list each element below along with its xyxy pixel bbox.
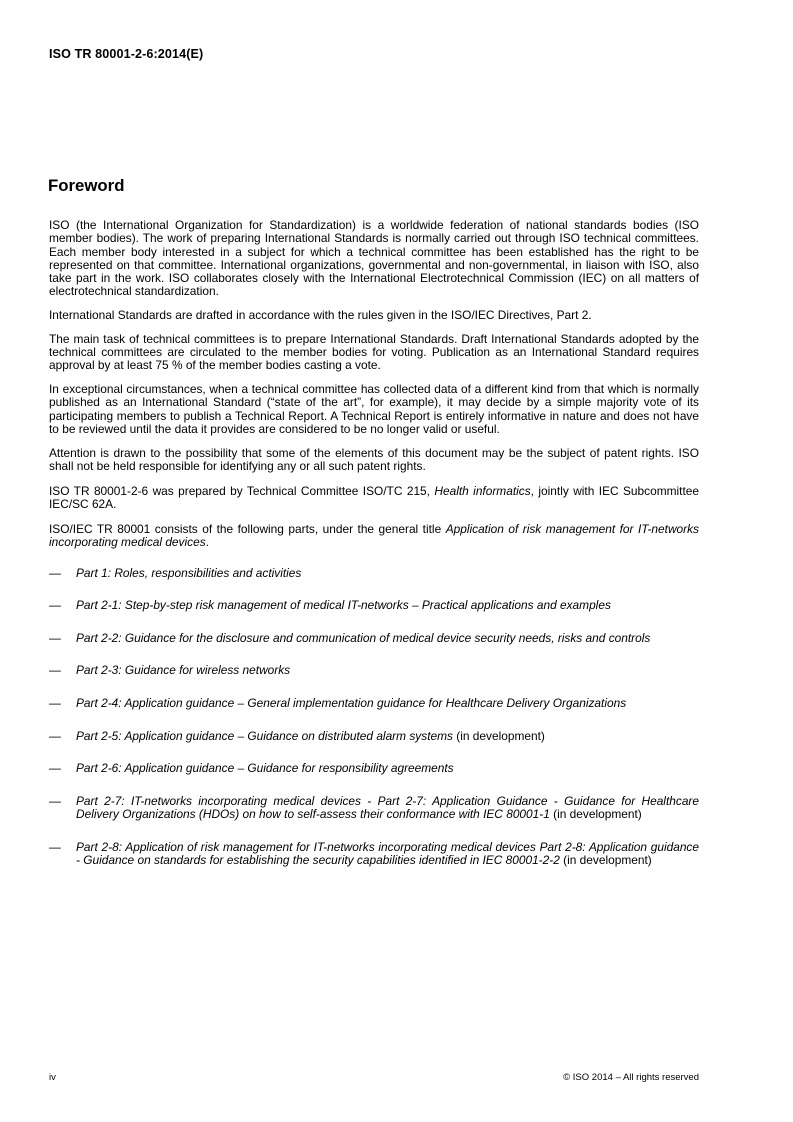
part-note: (in development) [549, 807, 642, 822]
list-item [49, 762, 699, 775]
paragraph-patent: Attention is drawn to the possibility that some of the elements of this document may be the subject of patent rights. ISO shall not be held responsible for identifying any or all such patent rights. [49, 445, 699, 474]
dash-bullet: — [49, 761, 61, 776]
paragraph-prepared-by [49, 485, 699, 512]
part-title: Part 2-2: Guidance for the disclosure and communication of medical device security needs, risks and controls [76, 630, 651, 645]
page-number: iv [49, 1072, 56, 1083]
part-title: Part 2-4: Application guidance – General implementation guidance for Healthcare Delivery Organizations [76, 696, 627, 711]
dash-bullet: — [49, 630, 61, 645]
dash-bullet: — [49, 565, 61, 580]
list-item [49, 841, 699, 868]
part-title: Part 2-3: Guidance for wireless networks [76, 663, 291, 678]
document-id-header: ISO TR 80001-2-6:2014(E) [49, 47, 204, 61]
list-item [49, 632, 699, 645]
list-item [49, 599, 699, 612]
paragraph-iso-intro: ISO (the International Organization for Standardization) is a worldwide federation of national standards bodies (ISO member bodies). The work of preparing International Standards is normally carried out through ISO technical committees. Each member body interested in a subject for which a technical committee has been established has the right to be represented on that committee. International organizations, governmental and non-governmental, in liaison with ISO, also take part in the work. ISO collaborates closely with the International Electrotechnical Commission (IEC) on all matters of electrotechnical standardization. [49, 218, 699, 299]
part-title: Part 2-7: IT-networks incorporating medical devices - Part 2-7: Application Guidance - Guidance for Healthcare Delivery Organizations (HDOs) on how to self-assess their conformance with IEC 80001-1 [76, 793, 699, 822]
list-item [49, 664, 699, 677]
dash-bullet: — [49, 839, 61, 854]
dash-bullet: — [49, 663, 61, 678]
part-title: Part 2-1: Step-by-step risk management of medical IT-networks – Practical applications and examples [76, 598, 611, 613]
dash-bullet: — [49, 598, 61, 613]
paragraph-directives: International Standards are drafted in accordance with the rules given in the ISO/IEC Directives, Part 2. [49, 308, 592, 323]
part-title: Part 2-6: Application guidance – Guidance for responsibility agreements [76, 761, 454, 776]
general-title: Application of risk management for IT-networks incorporating medical devices [49, 521, 699, 549]
copyright-notice: © ISO 2014 – All rights reserved [563, 1072, 699, 1083]
foreword-body [49, 219, 699, 887]
parts-intro-text-end: . [205, 534, 209, 549]
parts-list [49, 567, 699, 868]
part-title: Part 2-8: Application of risk management for IT-networks incorporating medical devices Part 2-8: Application guidance - Guidance on standards for establishing the security capabilities identified in IEC 80001-2-2 [76, 839, 699, 868]
list-item [49, 730, 699, 743]
part-note: (in development) [452, 728, 545, 743]
dash-bullet: — [49, 728, 61, 743]
list-item [49, 697, 699, 710]
part-title: Part 2-5: Application guidance – Guidance on distributed alarm systems [76, 728, 453, 743]
dash-bullet: — [49, 793, 61, 808]
section-title: Foreword [48, 176, 125, 195]
list-item [49, 567, 699, 580]
part-note: (in development) [559, 853, 652, 868]
paragraph-exceptional: In exceptional circumstances, when a technical committee has collected data of a different kind from that which is normally published as an International Standard (“state of the art”, for example), it may decide by a simple majority vote of its participating members to publish a Technical Report. A Technical Report is entirely informative in nature and does not have to be reviewed until the data it provides are considered to be no longer valid or useful. [49, 382, 699, 437]
paragraph-main-task: The main task of technical committees is to prepare International Standards. Draft International Standards adopted by the technical committees are circulated to the member bodies for voting. Publication as an International Standard requires approval by at least 75 % of the member bodies casting a vote. [49, 331, 699, 373]
prepared-by-text-end: , jointly with IEC Subcommittee IEC/SC 62A. [49, 483, 699, 511]
parts-intro-text: ISO/IEC TR 80001 consists of the following parts, under the general title [49, 521, 446, 536]
prepared-by-text: ISO TR 80001-2-6 was prepared by Technical Committee ISO/TC 215, [49, 483, 435, 498]
list-item [49, 795, 699, 822]
dash-bullet: — [49, 696, 61, 711]
paragraph-parts-intro [49, 523, 699, 550]
part-title: Part 1: Roles, responsibilities and activities [76, 565, 302, 580]
committee-subject: Health informatics [434, 483, 531, 498]
